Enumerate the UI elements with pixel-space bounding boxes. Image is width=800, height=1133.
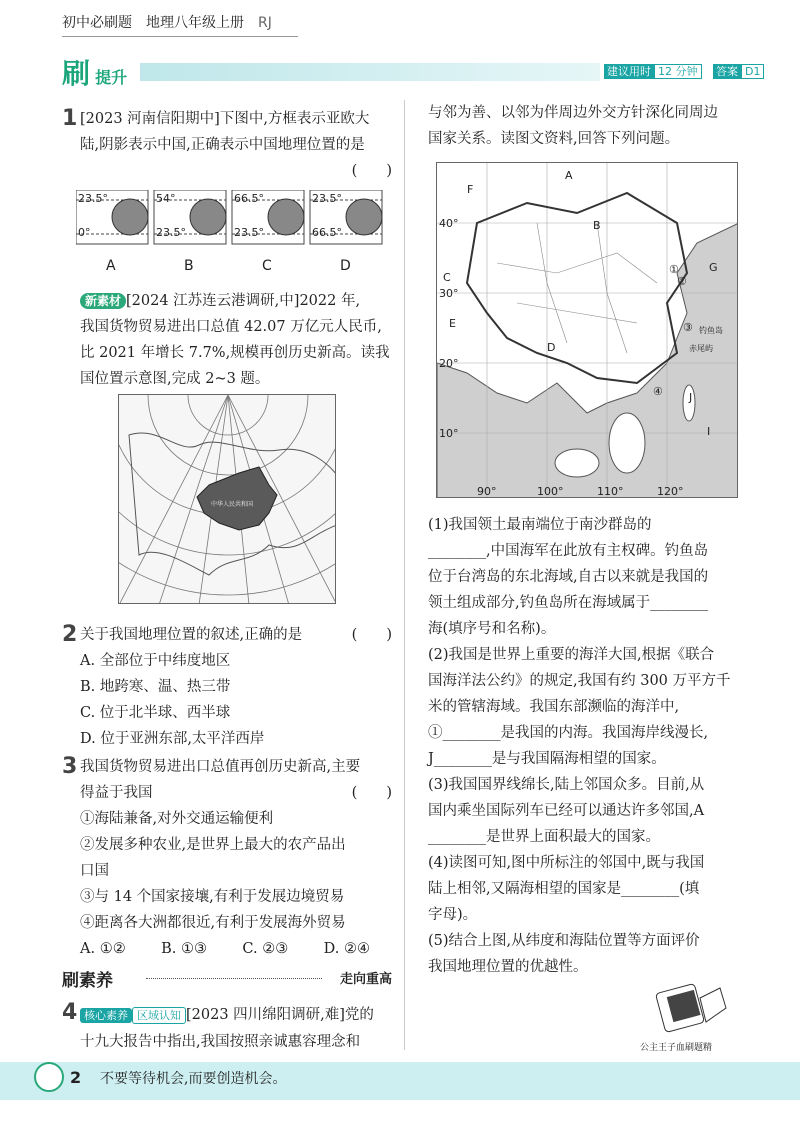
page-number: 2 xyxy=(70,1068,82,1087)
section-banner xyxy=(140,63,600,81)
suyang-bar: 刷素养 走向重高 xyxy=(62,971,392,991)
opt-c-label: C xyxy=(262,258,272,274)
china-map-label: 中华人民共和国 xyxy=(211,501,254,508)
header-series: 初中必刷题 地理八年级上册 RJ xyxy=(62,15,272,31)
opt-c-top: 66.5° xyxy=(234,192,264,205)
opt-b-bottom: 23.5° xyxy=(156,226,186,239)
q3-block: 我国货物贸易进出口总值再创历史新高,主要 得益于我国 ( ) ①海陆兼备,对外交通运输便利 ②发展多种农业,是世界上最大的农产品出 口国 ③与 14 个国家接壤,有利于发展边境贸易 ④距离各大洲都很近,有利于发展海外贸易 A. ①② B. ①③ C. ②③ D. ②④ xyxy=(80,754,392,962)
footer-icon xyxy=(34,1062,64,1092)
intro-2-3: 新素材 [2024 江苏连云港调研,中]2022 年, 我国货物贸易进出口总值 42.07 万亿元人民币, 比 2021 年增长 7.7%,规模再创历史新高。读我 国位置示意图,完成 2~3 题。 xyxy=(80,293,390,387)
opt-b-label: B xyxy=(184,258,194,274)
q3-choice-a[interactable]: A. ①② xyxy=(80,941,126,957)
q4-number: 4 xyxy=(62,1000,78,1025)
opt-b-top: 54° xyxy=(156,192,176,205)
opt-d-top: 23.5° xyxy=(312,192,342,205)
q3-choice-d[interactable]: D. ②④ xyxy=(323,941,370,957)
opt-d-label: D xyxy=(340,258,351,274)
q1-number: 1 xyxy=(62,106,78,131)
q2-option-a[interactable]: A. 全部位于中纬度地区 xyxy=(80,653,231,669)
q4-parts: (1)我国领土最南端位于南沙群岛的 ________,中国海军在此放有主权碑。钓鱼岛 位于台湾岛的东北海域,自古以来就是我国的 领土组成部分,钓鱼岛所在海域属于________ 海(填序号和名称)。 (2)我国是世界上重要的海洋大国,根据《联合 国海洋法公约》的规定,我国有约 300 万平方千 米的管辖海域。我国东部濒临的海洋中, ①________是我国的内海。我国海岸线漫长, J________是与我国隔海相望的国家。 (3)我国国界线绵长,陆上邻国众多。目前,从 国内乘坐国际列车已经可以通达许多邻国,A ________是世界上面积最大的国家。 (4)读图可知,图中所标注的邻国中,既与我国 陆上相邻,又隔海相望的国家是________(填 字母)。 (5)结合上图,从纬度和海陆位置等方面评价 我国地理位置的优越性。 xyxy=(428,517,731,975)
time-suggest: 建议用时 12 分钟 答案 D1 xyxy=(604,63,764,79)
mascot-illustration: 公主王子血刷题精 xyxy=(640,978,740,1058)
q2-block: 关于我国地理位置的叙述,正确的是 ( ) A. 全部位于中纬度地区 B. 地跨寒、温、热三带 C. 位于北半球、西半球 D. 位于亚洲东部,太平洋西岸 xyxy=(80,622,392,752)
opt-a-label: A xyxy=(106,258,116,274)
new-material-badge: 新素材 xyxy=(80,293,126,309)
opt-c-bottom: 23.5° xyxy=(234,226,264,239)
opt-a-top: 23.5° xyxy=(78,192,108,205)
q4-stem-right: 与邻为善、以邻为伴周边外交方针深化同周边 国家关系。读图文资料,回答下列问题。 xyxy=(428,105,718,147)
q1-options xyxy=(76,190,392,280)
q3-choice-c[interactable]: C. ②③ xyxy=(242,941,289,957)
q3-choice-b[interactable]: B. ①③ xyxy=(161,941,207,957)
q2-number: 2 xyxy=(62,622,78,647)
q2-option-b[interactable]: B. 地跨寒、温、热三带 xyxy=(80,679,231,695)
q2-option-c[interactable]: C. 位于北半球、西半球 xyxy=(80,705,231,721)
section-title: 刷 提升 xyxy=(62,57,128,90)
q3-number: 3 xyxy=(62,754,78,779)
china-border xyxy=(467,193,687,383)
asia-neighbors-map: 40° 30° 20° 10° 90° 100° 110° 120° A B C D E F G I J ① ② ③ ④ 钓鱼岛 赤尾屿 xyxy=(436,162,738,498)
footer-motto: 不要等待机会,而要创造机会。 xyxy=(100,1071,287,1087)
opt-a-bottom: 0° xyxy=(78,226,91,239)
q4-stem-left: 核心素养 区域认知 [2023 四川绵阳调研,难]党的 十九大报告中指出,我国按照亲诚惠容理念和 xyxy=(80,1007,374,1050)
q1-stem: [2023 河南信阳期中]下图中,方框表示亚欧大 陆,阴影表示中国,正确表示中国地理位置的是 ( ) xyxy=(80,111,392,179)
china-location-map xyxy=(118,394,336,604)
opt-d-bottom: 66.5° xyxy=(312,226,342,239)
q2-option-d[interactable]: D. 位于亚洲东部,太平洋西岸 xyxy=(80,731,265,747)
